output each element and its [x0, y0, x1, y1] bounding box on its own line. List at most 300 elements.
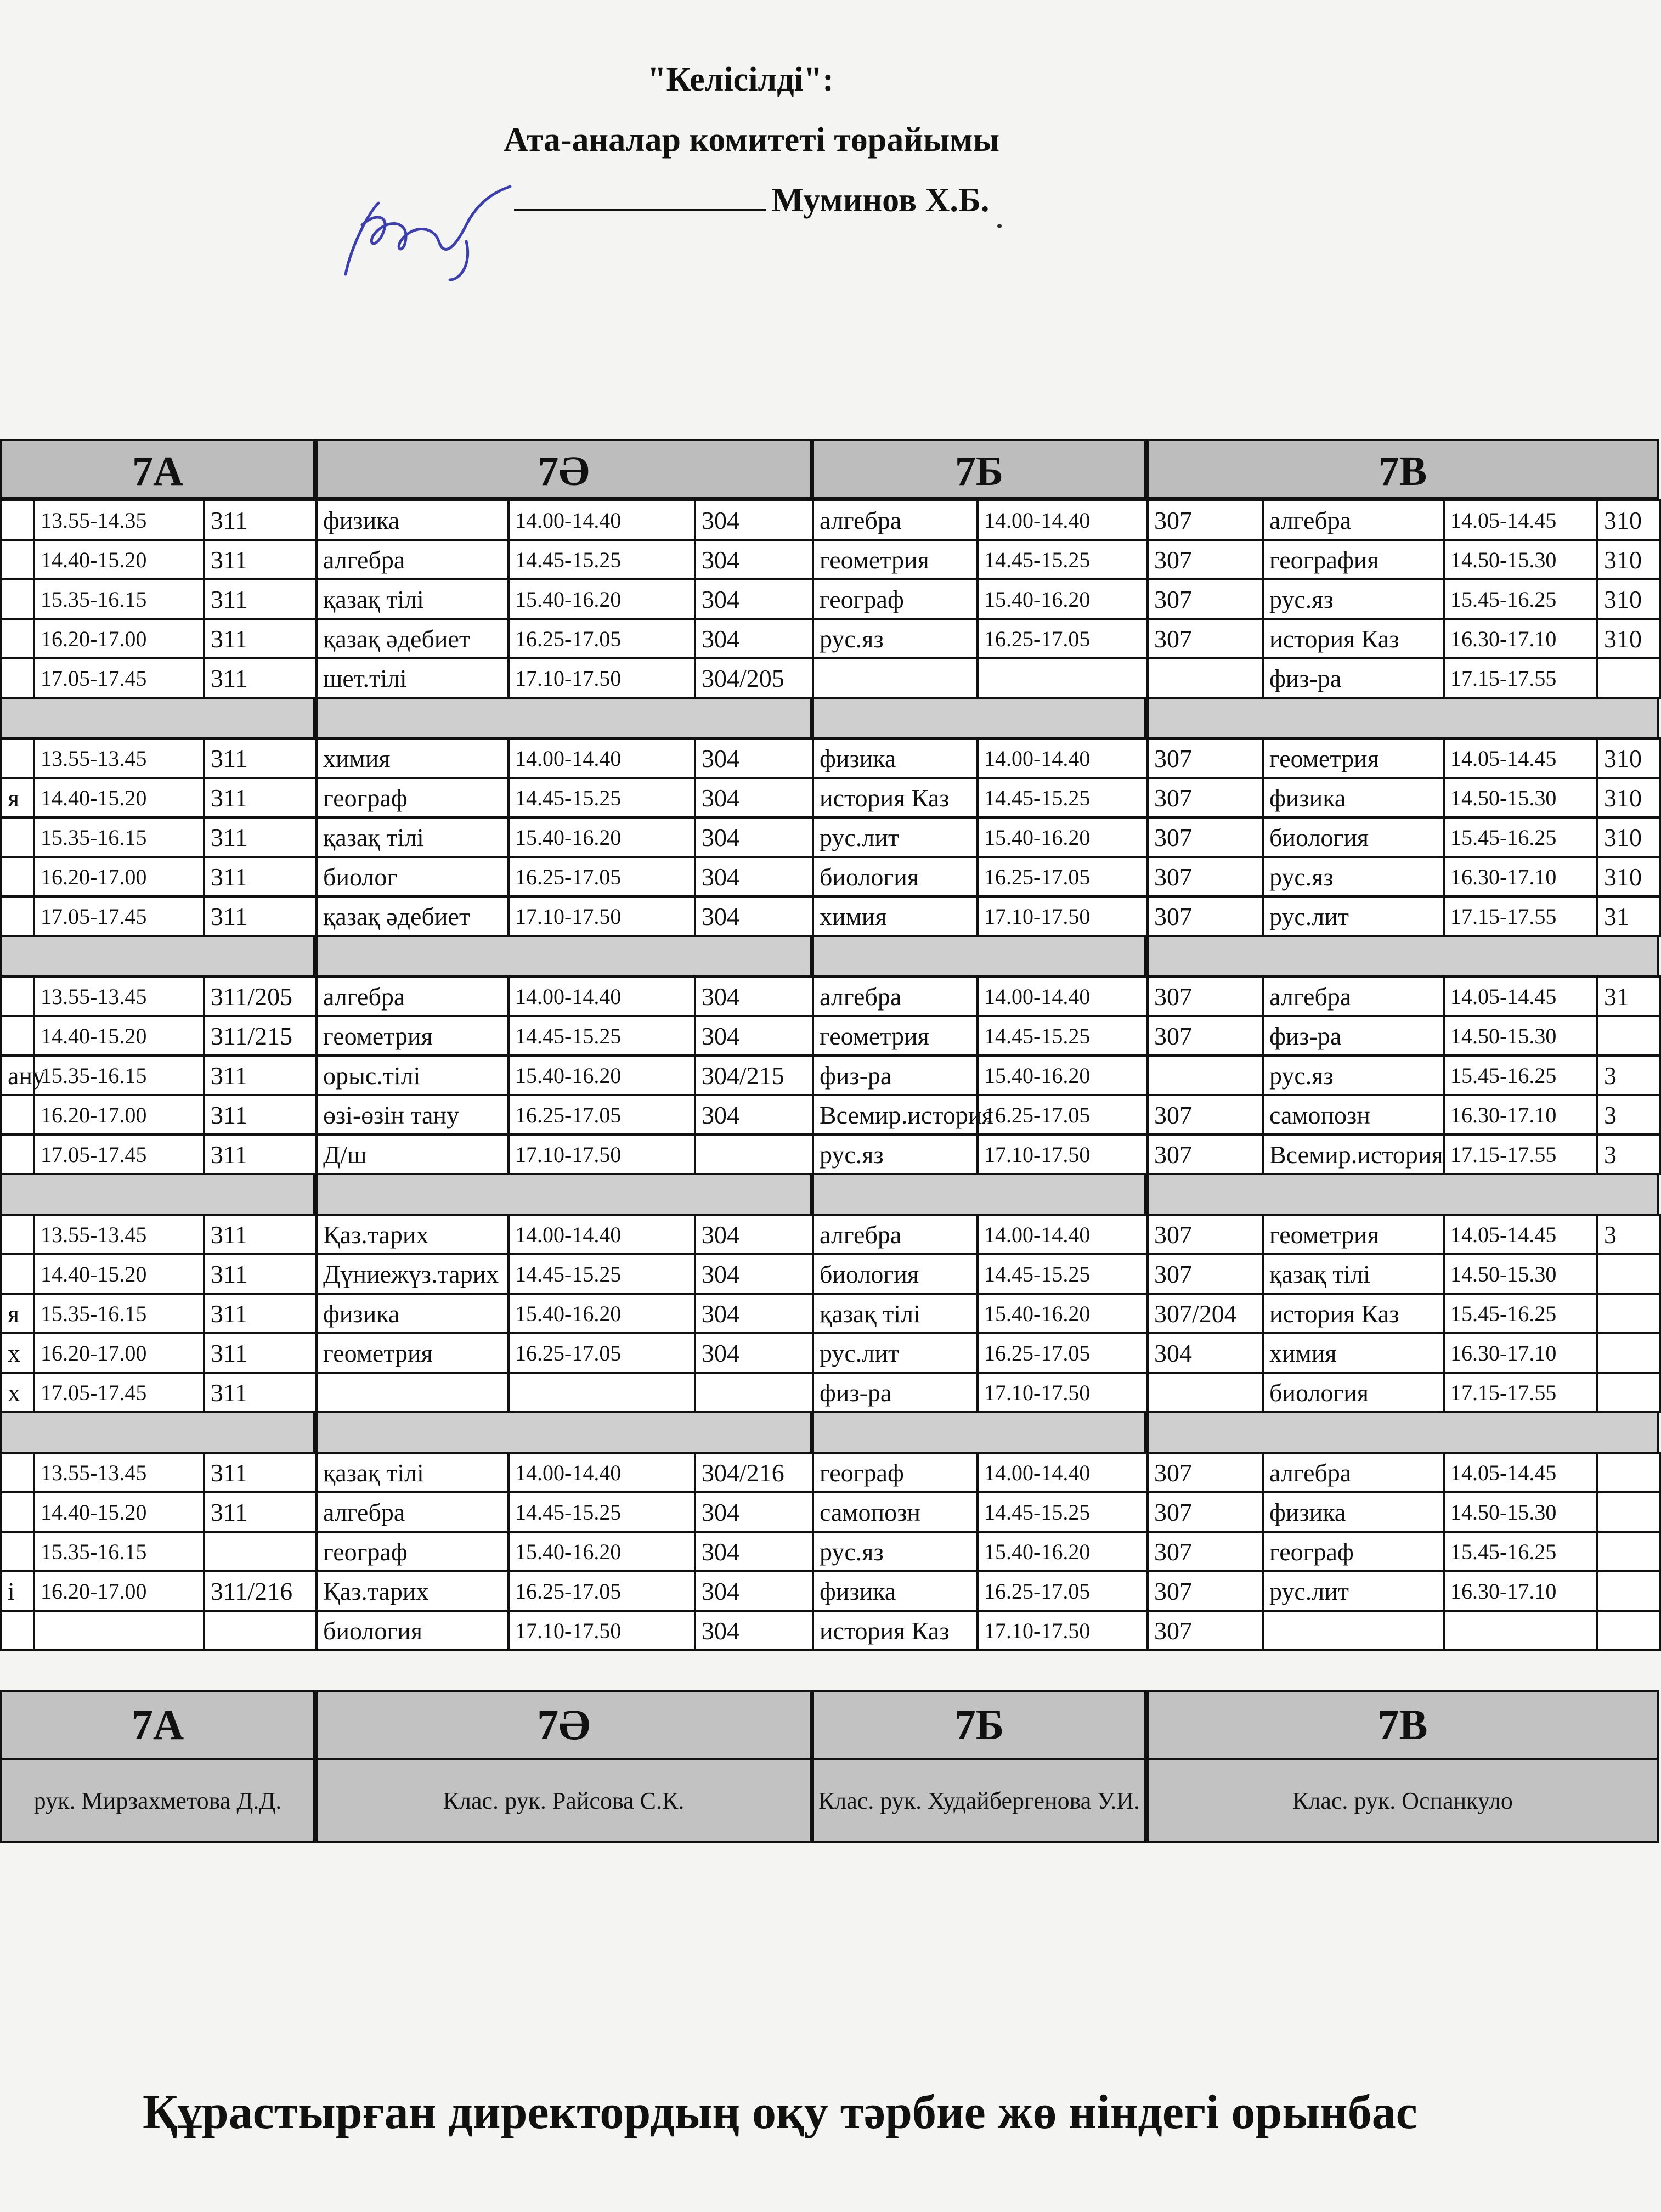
- lesson-row: [813, 1016, 1148, 1056]
- lesson-cell: [1, 896, 34, 936]
- lesson-cell: 307: [1148, 977, 1263, 1016]
- lesson-cell: 3: [1597, 1056, 1660, 1095]
- lesson-cell: 304: [695, 896, 813, 936]
- lesson-cell: 304: [695, 1095, 813, 1135]
- lesson-cell: 311/216: [204, 1571, 317, 1611]
- lesson-cell: [695, 1373, 813, 1412]
- lesson-row: [317, 1611, 813, 1650]
- lesson-cell: 311: [204, 778, 317, 817]
- lesson-cell: орыс.тілі: [317, 1056, 509, 1095]
- lesson-cell: [1, 1215, 34, 1254]
- schedule-sheet: [0, 439, 1659, 1909]
- lesson-row: [1, 1492, 317, 1532]
- lesson-cell: 16.30-17.10: [1444, 1095, 1597, 1135]
- lesson-row: [1148, 738, 1660, 778]
- lesson-row: [813, 857, 1148, 896]
- lesson-cell: 14.00-14.40: [509, 738, 695, 778]
- day-separator: [812, 699, 1146, 737]
- lesson-cell: 17.10-17.50: [509, 896, 695, 936]
- lesson-cell: 304: [695, 619, 813, 658]
- lesson-cell: 14.40-15.20: [34, 1254, 204, 1294]
- lesson-cell: Всемир.история: [1263, 1135, 1444, 1174]
- lesson-row: [1, 896, 317, 936]
- lesson-cell: 304: [695, 579, 813, 619]
- lesson-row: [813, 1135, 1148, 1174]
- class-footer: [0, 1690, 315, 1843]
- class-teacher: Клас. рук. Худайбергенова У.И.: [818, 1787, 1140, 1814]
- lesson-cell: рус.яз: [1263, 1056, 1444, 1095]
- lesson-row: [1148, 896, 1660, 936]
- lesson-row: [813, 738, 1148, 778]
- lesson-row: [813, 1492, 1148, 1532]
- lesson-cell: рус.яз: [813, 619, 978, 658]
- lesson-row: [1, 1135, 317, 1174]
- lesson-cell: [1148, 658, 1263, 698]
- lesson-cell: 15.40-16.20: [978, 1056, 1148, 1095]
- lesson-row: [1148, 1333, 1660, 1373]
- lesson-cell: алгебра: [317, 1492, 509, 1532]
- lesson-cell: рус.яз: [1263, 579, 1444, 619]
- lesson-cell: 311: [204, 1095, 317, 1135]
- day-separator: [812, 1175, 1146, 1214]
- lesson-cell: геометрия: [317, 1016, 509, 1056]
- day-separator: [1146, 1175, 1659, 1214]
- lesson-cell: Қаз.тарих: [317, 1571, 509, 1611]
- lesson-cell: 14.50-15.30: [1444, 1492, 1597, 1532]
- lesson-cell: [1597, 1254, 1660, 1294]
- lesson-row: [317, 1056, 813, 1095]
- lesson-cell: қазақ әдебиет: [317, 896, 509, 936]
- lesson-row: [813, 1532, 1148, 1571]
- day-block: [812, 975, 1146, 1175]
- lesson-row: [813, 778, 1148, 817]
- lesson-cell: 14.45-15.25: [978, 1016, 1148, 1056]
- class-column-1: [0, 439, 315, 1651]
- lesson-cell: Қаз.тарих: [317, 1215, 509, 1254]
- lesson-row: [813, 658, 1148, 698]
- day-separator: [315, 1175, 812, 1214]
- day-block: [0, 1214, 315, 1413]
- lesson-cell: Д/ш: [317, 1135, 509, 1174]
- lesson-cell: 16.20-17.00: [34, 1095, 204, 1135]
- lesson-cell: 311: [204, 619, 317, 658]
- lesson-cell: самопозн: [813, 1492, 978, 1532]
- lesson-row: [1148, 1492, 1660, 1532]
- day-table: [812, 975, 1149, 1175]
- lesson-cell: 311/205: [204, 977, 317, 1016]
- lesson-cell: 310: [1597, 778, 1660, 817]
- lesson-cell: биология: [813, 1254, 978, 1294]
- lesson-cell: 3: [1597, 1135, 1660, 1174]
- lesson-cell: 14.00-14.40: [978, 1215, 1148, 1254]
- lesson-row: [317, 1016, 813, 1056]
- lesson-cell: 16.30-17.10: [1444, 857, 1597, 896]
- lesson-cell: қазақ әдебиет: [317, 619, 509, 658]
- lesson-cell: алгебра: [813, 500, 978, 540]
- lesson-cell: 14.05-14.45: [1444, 1453, 1597, 1492]
- day-block: [812, 1452, 1146, 1651]
- lesson-cell: 304/215: [695, 1056, 813, 1095]
- lesson-cell: 17.15-17.55: [1444, 896, 1597, 936]
- day-block: [812, 499, 1146, 699]
- lesson-cell: 14.50-15.30: [1444, 540, 1597, 579]
- lesson-cell: [317, 1373, 509, 1412]
- lesson-row: [317, 1373, 813, 1412]
- lesson-cell: 16.25-17.05: [978, 1095, 1148, 1135]
- lesson-cell: геометрия: [813, 540, 978, 579]
- lesson-cell: 311: [204, 857, 317, 896]
- lesson-cell: х: [1, 1333, 34, 1373]
- lesson-cell: 307: [1148, 817, 1263, 857]
- lesson-cell: 307: [1148, 1532, 1263, 1571]
- lesson-cell: 304: [695, 1215, 813, 1254]
- lesson-cell: рус.яз: [813, 1532, 978, 1571]
- lesson-cell: 310: [1597, 500, 1660, 540]
- day-block: [1146, 737, 1659, 937]
- lesson-row: [1, 1016, 317, 1056]
- class-column-2: [315, 439, 812, 1651]
- lesson-cell: қазақ тілі: [813, 1294, 978, 1333]
- lesson-cell: 311: [204, 500, 317, 540]
- class-header: 7Б: [812, 439, 1146, 499]
- lesson-cell: [1, 817, 34, 857]
- lesson-cell: рус.яз: [1263, 857, 1444, 896]
- lesson-cell: география: [1263, 540, 1444, 579]
- lesson-cell: өзі-өзін тану: [317, 1095, 509, 1135]
- lesson-cell: 307: [1148, 1611, 1263, 1650]
- lesson-cell: [695, 1135, 813, 1174]
- class-header: 7В: [1146, 439, 1659, 499]
- lesson-cell: [1597, 1016, 1660, 1056]
- lesson-cell: 15.35-16.15: [34, 579, 204, 619]
- lesson-cell: [1, 977, 34, 1016]
- lesson-row: [813, 500, 1148, 540]
- lesson-cell: 304: [695, 500, 813, 540]
- lesson-cell: 307: [1148, 1571, 1263, 1611]
- lesson-cell: [1, 1254, 34, 1294]
- lesson-row: [1, 857, 317, 896]
- lesson-cell: 304: [695, 857, 813, 896]
- lesson-cell: 304: [695, 1571, 813, 1611]
- lesson-cell: 14.45-15.25: [509, 1492, 695, 1532]
- lesson-cell: история Каз: [1263, 1294, 1444, 1333]
- lesson-row: [317, 1254, 813, 1294]
- lesson-row: [813, 1294, 1148, 1333]
- day-block: [1146, 1214, 1659, 1413]
- lesson-cell: геометрия: [317, 1333, 509, 1373]
- lesson-cell: 15.40-16.20: [509, 1294, 695, 1333]
- lesson-cell: 15.40-16.20: [978, 1532, 1148, 1571]
- lesson-cell: 13.55-14.35: [34, 500, 204, 540]
- lesson-cell: 14.50-15.30: [1444, 1254, 1597, 1294]
- lesson-row: [317, 738, 813, 778]
- lesson-row: [317, 1492, 813, 1532]
- lesson-cell: биология: [1263, 817, 1444, 857]
- lesson-cell: 17.05-17.45: [34, 1135, 204, 1174]
- lesson-cell: 14.00-14.40: [509, 1215, 695, 1254]
- lesson-cell: химия: [813, 896, 978, 936]
- lesson-cell: 14.40-15.20: [34, 1016, 204, 1056]
- lesson-cell: биология: [1263, 1373, 1444, 1412]
- day-separator: [1146, 937, 1659, 975]
- lesson-cell: і: [1, 1571, 34, 1611]
- lesson-cell: 311: [204, 540, 317, 579]
- lesson-row: [813, 1215, 1148, 1254]
- lesson-cell: физика: [317, 1294, 509, 1333]
- lesson-cell: 310: [1597, 817, 1660, 857]
- lesson-cell: история Каз: [1263, 619, 1444, 658]
- lesson-row: [317, 857, 813, 896]
- lesson-cell: 304: [695, 738, 813, 778]
- lesson-cell: 14.45-15.25: [509, 1016, 695, 1056]
- lesson-cell: 307: [1148, 619, 1263, 658]
- day-table: [1146, 1214, 1661, 1413]
- lesson-cell: физика: [317, 500, 509, 540]
- lesson-row: [1, 619, 317, 658]
- day-table: [0, 1214, 318, 1413]
- lesson-cell: 3: [1597, 1215, 1660, 1254]
- lesson-cell: геометрия: [1263, 1215, 1444, 1254]
- lesson-cell: 17.05-17.45: [34, 658, 204, 698]
- day-block: [0, 1452, 315, 1651]
- lesson-cell: 15.35-16.15: [34, 1294, 204, 1333]
- lesson-cell: 16.25-17.05: [509, 857, 695, 896]
- lesson-cell: 14.45-15.25: [978, 778, 1148, 817]
- day-block: [0, 975, 315, 1175]
- lesson-cell: 307: [1148, 500, 1263, 540]
- lesson-row: [813, 619, 1148, 658]
- lesson-row: [1, 1254, 317, 1294]
- lesson-row: [813, 1095, 1148, 1135]
- lesson-cell: 16.25-17.05: [978, 619, 1148, 658]
- lesson-row: [1, 1453, 317, 1492]
- lesson-cell: 307: [1148, 778, 1263, 817]
- lesson-cell: 311: [204, 1254, 317, 1294]
- lesson-cell: 16.30-17.10: [1444, 619, 1597, 658]
- lesson-cell: 15.45-16.25: [1444, 817, 1597, 857]
- lesson-row: [1148, 1016, 1660, 1056]
- lesson-cell: 304: [695, 1254, 813, 1294]
- lesson-cell: [1, 1611, 34, 1650]
- lesson-cell: я: [1, 778, 34, 817]
- lesson-cell: 14.45-15.25: [978, 1492, 1148, 1532]
- lesson-row: [1, 500, 317, 540]
- lesson-cell: қазақ тілі: [317, 579, 509, 619]
- day-block: [315, 499, 812, 699]
- lesson-row: [813, 1453, 1148, 1492]
- lesson-cell: 17.10-17.50: [509, 658, 695, 698]
- lesson-cell: Дүниежүз.тарих: [317, 1254, 509, 1294]
- lesson-cell: 307: [1148, 1016, 1263, 1056]
- lesson-row: [813, 540, 1148, 579]
- lesson-row: [317, 540, 813, 579]
- day-table: [812, 1452, 1149, 1651]
- day-separator: [0, 1413, 315, 1452]
- lesson-cell: 304: [695, 1333, 813, 1373]
- lesson-cell: 16.20-17.00: [34, 1333, 204, 1373]
- lesson-row: [1148, 540, 1660, 579]
- lesson-cell: 304: [695, 1492, 813, 1532]
- lesson-row: [1, 778, 317, 817]
- lesson-cell: 15.40-16.20: [509, 1532, 695, 1571]
- lesson-cell: 14.00-14.40: [978, 977, 1148, 1016]
- lesson-cell: 17.10-17.50: [978, 896, 1148, 936]
- lesson-cell: [1, 1453, 34, 1492]
- lesson-cell: 15.35-16.15: [34, 817, 204, 857]
- lesson-cell: биология: [813, 857, 978, 896]
- lesson-cell: [813, 658, 978, 698]
- lesson-cell: 304: [695, 778, 813, 817]
- lesson-cell: [1597, 1294, 1660, 1333]
- day-block: [315, 737, 812, 937]
- lesson-cell: 17.15-17.55: [1444, 1373, 1597, 1412]
- lesson-row: [1, 1095, 317, 1135]
- lesson-cell: 311: [204, 658, 317, 698]
- lesson-row: [813, 1056, 1148, 1095]
- lesson-cell: 16.20-17.00: [34, 619, 204, 658]
- lesson-cell: [1, 1135, 34, 1174]
- lesson-cell: рус.яз: [813, 1135, 978, 1174]
- lesson-cell: 310: [1597, 579, 1660, 619]
- lesson-cell: 311: [204, 1453, 317, 1492]
- day-table: [812, 499, 1149, 699]
- lesson-cell: 311: [204, 1135, 317, 1174]
- lesson-cell: 311: [204, 1294, 317, 1333]
- lesson-row: [1, 579, 317, 619]
- lesson-cell: шет.тілі: [317, 658, 509, 698]
- lesson-cell: 14.05-14.45: [1444, 500, 1597, 540]
- footer-class-name: 7А: [2, 1692, 313, 1760]
- lesson-cell: рус.лит: [1263, 896, 1444, 936]
- lesson-cell: [1597, 1373, 1660, 1412]
- lesson-row: [1, 540, 317, 579]
- day-block: [1146, 1452, 1659, 1651]
- day-table: [0, 499, 318, 699]
- lesson-cell: 17.05-17.45: [34, 1373, 204, 1412]
- lesson-cell: [1597, 1611, 1660, 1650]
- lesson-row: [813, 1373, 1148, 1412]
- day-table: [315, 499, 814, 699]
- day-block: [315, 1214, 812, 1413]
- lesson-cell: 15.45-16.25: [1444, 579, 1597, 619]
- lesson-row: [1148, 658, 1660, 698]
- lesson-cell: [978, 658, 1148, 698]
- lesson-cell: [204, 1532, 317, 1571]
- day-table: [315, 975, 814, 1175]
- lesson-row: [317, 1135, 813, 1174]
- day-block: [0, 499, 315, 699]
- lesson-cell: [1597, 1571, 1660, 1611]
- lesson-cell: 311: [204, 1492, 317, 1532]
- day-table: [1146, 499, 1661, 699]
- lesson-cell: 17.15-17.55: [1444, 1135, 1597, 1174]
- footer-class-name: 7В: [1149, 1692, 1657, 1760]
- lesson-row: [1, 738, 317, 778]
- lesson-cell: 15.40-16.20: [509, 817, 695, 857]
- lesson-row: [317, 658, 813, 698]
- lesson-cell: қазақ тілі: [317, 817, 509, 857]
- lesson-cell: физ-ра: [813, 1056, 978, 1095]
- lesson-cell: 307: [1148, 1254, 1263, 1294]
- lesson-row: [1, 1373, 317, 1412]
- lesson-row: [1148, 1294, 1660, 1333]
- lesson-cell: история Каз: [813, 778, 978, 817]
- approval-position: Ата-аналар комитеті төрайымы: [503, 121, 1000, 159]
- lesson-row: [813, 977, 1148, 1016]
- lesson-cell: [1597, 658, 1660, 698]
- day-separator: [315, 699, 812, 737]
- lesson-cell: 304: [695, 1016, 813, 1056]
- lesson-cell: [1, 619, 34, 658]
- lesson-cell: 16.25-17.05: [978, 857, 1148, 896]
- lesson-cell: географ: [317, 778, 509, 817]
- lesson-cell: я: [1, 1294, 34, 1333]
- lesson-cell: 304: [1148, 1333, 1263, 1373]
- lesson-cell: қазақ тілі: [1263, 1254, 1444, 1294]
- lesson-cell: 311: [204, 1333, 317, 1373]
- lesson-cell: 311: [204, 579, 317, 619]
- class-column-4: [1146, 439, 1659, 1651]
- class-header: 7Ә: [315, 439, 812, 499]
- lesson-cell: 13.55-13.45: [34, 738, 204, 778]
- day-table: [0, 975, 318, 1175]
- lesson-cell: геометрия: [813, 1016, 978, 1056]
- class-header: 7А: [0, 439, 315, 499]
- lesson-cell: 14.45-15.25: [978, 540, 1148, 579]
- lesson-cell: [509, 1373, 695, 1412]
- lesson-cell: 15.40-16.20: [978, 1294, 1148, 1333]
- lesson-cell: 16.25-17.05: [509, 1571, 695, 1611]
- day-table: [0, 737, 318, 937]
- lesson-cell: 304/205: [695, 658, 813, 698]
- lesson-cell: [1, 738, 34, 778]
- lesson-cell: географ: [1263, 1532, 1444, 1571]
- lesson-cell: 14.05-14.45: [1444, 1215, 1597, 1254]
- lesson-cell: [1597, 1333, 1660, 1373]
- lesson-row: [1148, 1095, 1660, 1135]
- class-footer: [315, 1690, 812, 1843]
- lesson-cell: 311: [204, 896, 317, 936]
- day-table: [1146, 737, 1661, 937]
- lesson-cell: 14.00-14.40: [978, 1453, 1148, 1492]
- lesson-cell: 311/215: [204, 1016, 317, 1056]
- lesson-cell: 31: [1597, 896, 1660, 936]
- day-separator: [0, 937, 315, 975]
- lesson-row: [317, 500, 813, 540]
- day-table: [1146, 1452, 1661, 1651]
- lesson-cell: 15.35-16.15: [34, 1056, 204, 1095]
- lesson-cell: [1, 1492, 34, 1532]
- lesson-row: [317, 619, 813, 658]
- lesson-row: [1148, 1611, 1660, 1650]
- lesson-cell: 307: [1148, 738, 1263, 778]
- lesson-cell: [1, 1532, 34, 1571]
- lesson-cell: 16.25-17.05: [978, 1571, 1148, 1611]
- lesson-cell: физ-ра: [1263, 658, 1444, 698]
- lesson-cell: [1, 579, 34, 619]
- day-block: [812, 737, 1146, 937]
- lesson-cell: 304/216: [695, 1453, 813, 1492]
- approval-name: Муминов Х.Б.: [771, 182, 990, 219]
- lesson-cell: рус.лит: [1263, 1571, 1444, 1611]
- day-separator: [0, 699, 315, 737]
- day-separator: [315, 937, 812, 975]
- lesson-row: [317, 778, 813, 817]
- lesson-row: [1, 658, 317, 698]
- day-table: [315, 1214, 814, 1413]
- lesson-row: [813, 579, 1148, 619]
- day-separator: [812, 937, 1146, 975]
